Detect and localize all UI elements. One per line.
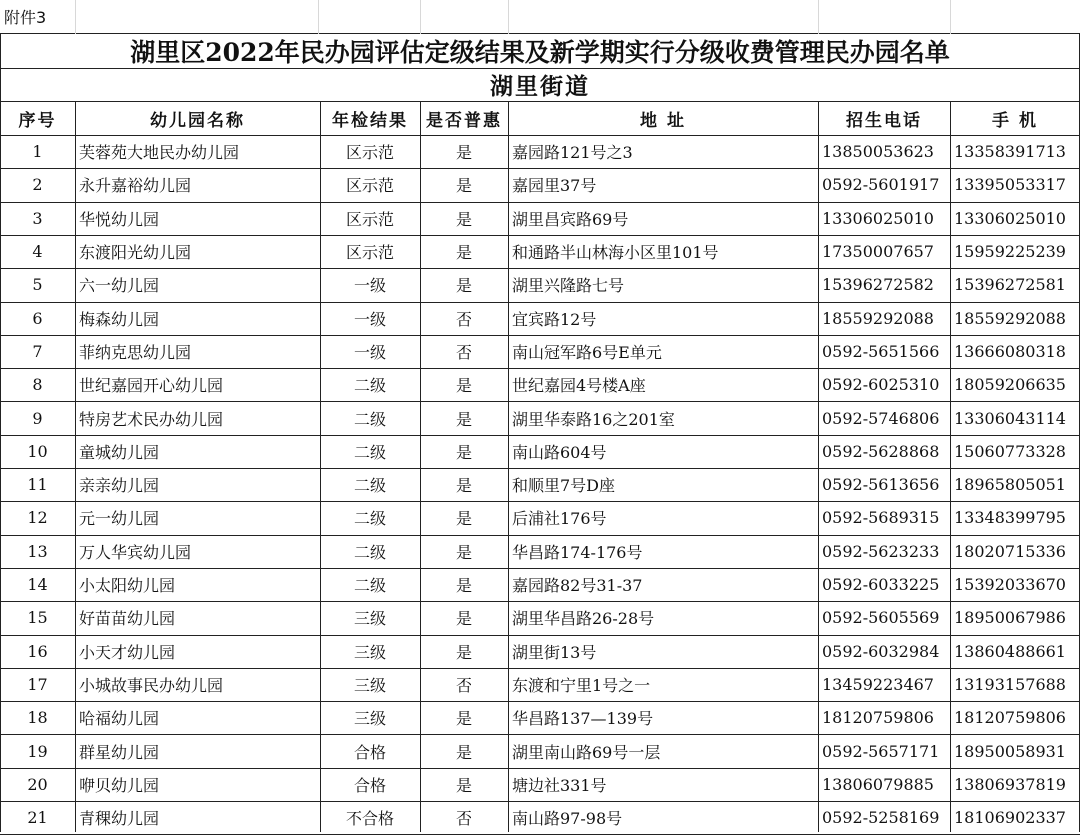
table-cell-mobile: 13860488661 (954, 641, 1066, 661)
table-cell-phone: 13459223467 (822, 674, 934, 694)
table-cell-address: 湖里兴隆路七号 (512, 276, 625, 296)
row-border (0, 768, 1080, 769)
table-cell-mobile: 18059206635 (954, 375, 1066, 395)
table-cell-address: 南山冠军路6号E单元 (512, 342, 662, 362)
table-cell-name: 永升嘉裕幼儿园 (79, 176, 192, 196)
table-cell-mobile: 13395053317 (954, 175, 1066, 195)
table-cell-result: 一级 (353, 276, 386, 296)
table-cell-phone: 0592-5601917 (822, 175, 940, 195)
row-border (0, 801, 1080, 802)
row-border (0, 235, 1080, 236)
cell-divider (950, 0, 951, 34)
table-cell-phone: 18120759806 (822, 708, 934, 728)
table-cell-mobile: 18120759806 (954, 708, 1066, 728)
table-cell-index: 18 (27, 708, 48, 728)
table-cell-index: 2 (32, 175, 43, 195)
table-cell-phone: 0592-6025310 (822, 375, 940, 395)
table-cell-mobile: 13806937819 (954, 774, 1066, 794)
table-cell-phone: 13306025010 (822, 208, 934, 228)
column-header-address: 地 址 (640, 110, 686, 131)
table-cell-result: 区示范 (345, 209, 394, 229)
district-subtitle: 湖里街道 (490, 73, 590, 100)
cell-divider (75, 0, 76, 34)
row-border (0, 268, 1080, 269)
table-cell-index: 8 (32, 375, 43, 395)
table-cell-index: 10 (27, 441, 48, 461)
table-cell-inclusive: 是 (455, 775, 472, 795)
cell-divider (818, 0, 819, 34)
table-cell-inclusive: 是 (455, 476, 472, 496)
table-cell-inclusive: 是 (455, 509, 472, 529)
table-cell-index: 6 (32, 308, 43, 328)
table-cell-inclusive: 是 (455, 209, 472, 229)
column-border (420, 101, 421, 832)
table-cell-address: 湖里南山路69号一层 (512, 742, 661, 762)
table-cell-index: 21 (27, 808, 48, 828)
table-cell-mobile: 13306025010 (954, 208, 1066, 228)
table-cell-name: 元一幼儿园 (79, 509, 160, 529)
table-cell-address: 南山路604号 (512, 442, 607, 462)
column-border (75, 101, 76, 832)
table-cell-phone: 0592-5657171 (822, 741, 940, 761)
row-border (0, 401, 1080, 402)
row-border (0, 335, 1080, 336)
table-cell-inclusive: 是 (455, 542, 472, 562)
table-cell-result: 合格 (353, 775, 386, 795)
table-cell-inclusive: 否 (455, 675, 472, 695)
table-cell-address: 嘉园路121号之3 (512, 143, 633, 163)
table-cell-name: 童城幼儿园 (79, 442, 160, 462)
table-cell-phone: 0592-6032984 (822, 641, 940, 661)
table-cell-mobile: 18950067986 (954, 608, 1066, 628)
table-cell-mobile: 13666080318 (954, 341, 1066, 361)
cell-divider (508, 0, 509, 34)
table-cell-index: 17 (27, 674, 48, 694)
table-cell-mobile: 13306043114 (954, 408, 1066, 428)
column-header-phone: 招生电话 (846, 110, 922, 131)
row-border (0, 601, 1080, 602)
table-cell-result: 二级 (353, 376, 386, 396)
table-cell-phone: 17350007657 (822, 242, 934, 262)
table-cell-address: 南山路97-98号 (512, 809, 623, 829)
table-cell-phone: 13806079885 (822, 774, 934, 794)
table-cell-index: 3 (32, 208, 43, 228)
table-cell-index: 9 (32, 408, 43, 428)
row-border (0, 635, 1080, 636)
table-cell-name: 芙蓉苑大地民办幼儿园 (79, 143, 240, 163)
table-cell-phone: 0592-6033225 (822, 575, 940, 595)
row-border (0, 535, 1080, 536)
table-cell-phone: 13850053623 (822, 142, 934, 162)
table-cell-name: 群星幼儿园 (79, 742, 160, 762)
table-cell-inclusive: 是 (455, 243, 472, 263)
table-cell-index: 4 (32, 242, 43, 262)
table-cell-name: 万人华宾幼儿园 (79, 542, 192, 562)
table-cell-name: 菲纳克思幼儿园 (79, 342, 192, 362)
table-cell-address: 和通路半山林海小区里101号 (512, 243, 719, 263)
table-cell-result: 三级 (353, 675, 386, 695)
table-cell-name: 梅森幼儿园 (79, 309, 160, 329)
table-cell-inclusive: 是 (455, 176, 472, 196)
table-cell-result: 二级 (353, 576, 386, 596)
table-cell-index: 7 (32, 341, 43, 361)
column-border (818, 101, 819, 832)
table-cell-name: 咿贝幼儿园 (79, 775, 160, 795)
table-cell-inclusive: 是 (455, 143, 472, 163)
table-cell-result: 区示范 (345, 243, 394, 263)
row-border (0, 734, 1080, 735)
table-cell-mobile: 13193157688 (954, 674, 1066, 694)
table-cell-name: 小天才幼儿园 (79, 642, 176, 662)
table-cell-phone: 0592-5689315 (822, 508, 940, 528)
table-title: 湖里区2022年民办园评估定级结果及新学期实行分级收费管理民办园名单 (130, 38, 950, 67)
table-cell-address: 宜宾路12号 (512, 309, 597, 329)
column-header-mobile: 手 机 (992, 110, 1038, 131)
table-cell-index: 5 (32, 275, 43, 295)
table-cell-phone: 0592-5623233 (822, 541, 940, 561)
table-cell-address: 后浦社176号 (512, 509, 607, 529)
table-cell-name: 世纪嘉园开心幼儿园 (79, 376, 224, 396)
table-cell-address: 华昌路174-176号 (512, 542, 643, 562)
table-cell-result: 合格 (353, 742, 386, 762)
table-cell-address: 东渡和宁里1号之一 (512, 675, 651, 695)
table-cell-address: 华昌路137—139号 (512, 709, 654, 729)
table-cell-inclusive: 是 (455, 609, 472, 629)
table-cell-address: 和顺里7号D座 (512, 476, 616, 496)
table-cell-mobile: 15060773328 (954, 441, 1066, 461)
column-header-result: 年检结果 (332, 110, 408, 131)
table-cell-name: 小太阳幼儿园 (79, 576, 176, 596)
row-border (0, 168, 1080, 169)
attachment-label: 附件3 (0, 0, 1080, 34)
table-cell-index: 1 (32, 142, 43, 162)
column-border (508, 101, 509, 832)
table-cell-phone: 0592-5613656 (822, 475, 940, 495)
table-cell-index: 11 (27, 475, 48, 495)
table-cell-result: 三级 (353, 642, 386, 662)
table-cell-phone: 0592-5258169 (822, 808, 940, 828)
table-cell-result: 区示范 (345, 176, 394, 196)
row-border (0, 68, 1080, 69)
row-border (0, 468, 1080, 469)
table-cell-inclusive: 是 (455, 742, 472, 762)
row-border (0, 501, 1080, 502)
table-cell-result: 二级 (353, 542, 386, 562)
table-cell-inclusive: 是 (455, 642, 472, 662)
row-border (0, 135, 1080, 136)
table-cell-inclusive: 否 (455, 309, 472, 329)
table-cell-mobile: 15392033670 (954, 575, 1066, 595)
table-cell-inclusive: 是 (455, 409, 472, 429)
table-cell-address: 湖里昌宾路69号 (512, 209, 629, 229)
table-cell-address: 嘉园路82号31-37 (512, 576, 643, 596)
table-cell-name: 六一幼儿园 (79, 276, 160, 296)
table-cell-result: 二级 (353, 409, 386, 429)
table-cell-name: 华悦幼儿园 (79, 209, 160, 229)
table-cell-phone: 0592-5651566 (822, 341, 940, 361)
row-border (0, 701, 1080, 702)
table-cell-name: 特房艺术民办幼儿园 (79, 409, 224, 429)
table-cell-index: 14 (27, 575, 48, 595)
table-cell-phone: 0592-5628868 (822, 441, 940, 461)
table-cell-mobile: 18020715336 (954, 541, 1066, 561)
table-cell-inclusive: 是 (455, 442, 472, 462)
row-border (0, 368, 1080, 369)
table-cell-phone: 0592-5746806 (822, 408, 940, 428)
table-cell-index: 19 (27, 741, 48, 761)
table-cell-result: 三级 (353, 609, 386, 629)
table-cell-address: 湖里华昌路26-28号 (512, 609, 655, 629)
table-cell-index: 13 (27, 541, 48, 561)
table-cell-name: 好苗苗幼儿园 (79, 609, 176, 629)
table-cell-result: 三级 (353, 709, 386, 729)
row-border (0, 668, 1080, 669)
table-cell-result: 一级 (353, 342, 386, 362)
table-cell-name: 青稞幼儿园 (79, 809, 160, 829)
row-border (0, 101, 1080, 102)
row-border (0, 435, 1080, 436)
table-cell-inclusive: 否 (455, 342, 472, 362)
table-cell-address: 塘边社331号 (512, 775, 607, 795)
column-border (320, 101, 321, 832)
table-cell-result: 二级 (353, 509, 386, 529)
table-cell-inclusive: 是 (455, 576, 472, 596)
table-cell-name: 亲亲幼儿园 (79, 476, 160, 496)
table-cell-address: 嘉园里37号 (512, 176, 597, 196)
table-cell-name: 小城故事民办幼儿园 (79, 675, 224, 695)
column-header-name: 幼儿园名称 (150, 110, 245, 131)
table-cell-result: 二级 (353, 442, 386, 462)
column-border (0, 34, 1, 832)
table-cell-mobile: 18950058931 (954, 741, 1066, 761)
table-cell-inclusive: 否 (455, 809, 472, 829)
table-cell-index: 15 (27, 608, 48, 628)
table-cell-index: 16 (27, 641, 48, 661)
table-cell-phone: 0592-5605569 (822, 608, 940, 628)
table-cell-mobile: 18965805051 (954, 475, 1066, 495)
column-header-inclusive: 是否普惠 (426, 110, 502, 131)
table-cell-index: 20 (27, 774, 48, 794)
table-cell-inclusive: 是 (455, 709, 472, 729)
table-cell-result: 不合格 (345, 809, 394, 829)
cell-divider (420, 0, 421, 34)
table-cell-inclusive: 是 (455, 276, 472, 296)
row-border (0, 302, 1080, 303)
column-border (950, 101, 951, 832)
column-header-index: 序号 (18, 110, 57, 131)
table-cell-mobile: 18559292088 (954, 308, 1066, 328)
cell-divider (318, 0, 319, 34)
table-cell-index: 12 (27, 508, 48, 528)
table-cell-mobile: 13358391713 (954, 142, 1066, 162)
table-cell-address: 湖里街13号 (512, 642, 597, 662)
table-cell-mobile: 15959225239 (954, 242, 1066, 262)
table-cell-name: 哈福幼儿园 (79, 709, 160, 729)
row-border (0, 568, 1080, 569)
table-cell-mobile: 18106902337 (954, 808, 1066, 828)
table-cell-result: 区示范 (345, 143, 394, 163)
table-cell-phone: 15396272582 (822, 275, 934, 295)
table-cell-inclusive: 是 (455, 376, 472, 396)
table-cell-result: 二级 (353, 476, 386, 496)
table-cell-address: 世纪嘉园4号楼A座 (512, 376, 646, 396)
table-cell-mobile: 15396272581 (954, 275, 1066, 295)
table-cell-result: 一级 (353, 309, 386, 329)
table-cell-mobile: 13348399795 (954, 508, 1066, 528)
table-cell-address: 湖里华泰路16之201室 (512, 409, 675, 429)
table-cell-phone: 18559292088 (822, 308, 934, 328)
table-cell-name: 东渡阳光幼儿园 (79, 243, 192, 263)
row-border (0, 202, 1080, 203)
